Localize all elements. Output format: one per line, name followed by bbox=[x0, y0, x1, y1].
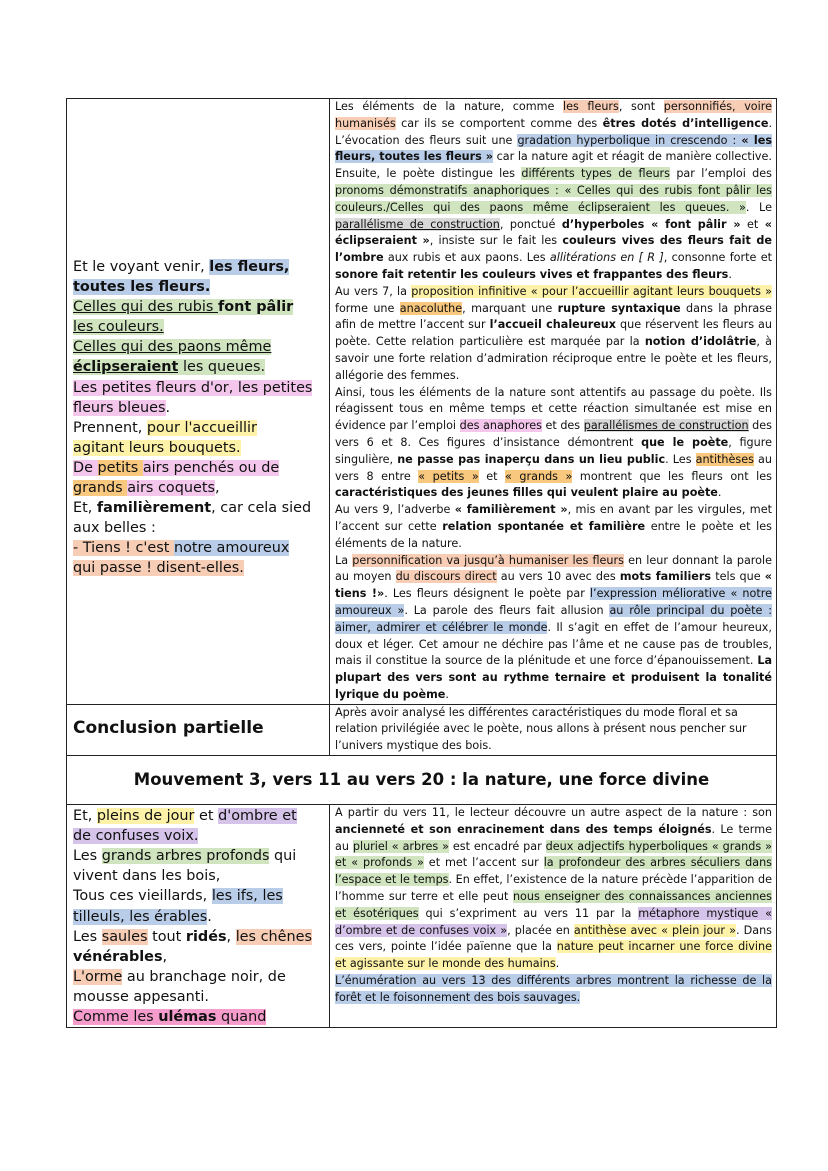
text-run: , marquant une bbox=[462, 301, 558, 315]
verse-line bbox=[73, 927, 325, 947]
text-run: . L’évocation des fleurs suit une bbox=[335, 116, 772, 147]
verse-line bbox=[73, 947, 325, 967]
verse-line bbox=[73, 498, 325, 518]
highlighted-text: Celles qui des rubis bbox=[73, 299, 218, 316]
text-run: forme une bbox=[335, 301, 400, 315]
analysis-text bbox=[335, 805, 772, 1007]
verse-line bbox=[73, 558, 325, 578]
text-run: allitérations en [ R ] bbox=[549, 251, 664, 265]
text-run: qui s’expriment au vers 11 par la bbox=[418, 906, 639, 920]
poem-cell bbox=[67, 805, 330, 1028]
text-run: que réservent les fleurs au poète. Cette relation particulière est marquée par la bbox=[335, 318, 773, 349]
verse-line bbox=[73, 907, 325, 927]
highlighted-text: nature peut incarner une force divine et agissante sur le monde des humains bbox=[335, 940, 772, 971]
highlighted-text: saules bbox=[101, 928, 148, 945]
analysis-paragraph bbox=[335, 502, 772, 552]
verse-line bbox=[73, 886, 325, 906]
verse-line bbox=[73, 1007, 325, 1027]
highlighted-text: airs penchés ou de bbox=[142, 459, 280, 476]
verse-line bbox=[73, 297, 325, 317]
text-run: Au vers 7, la bbox=[335, 284, 412, 298]
text-run: vivent dans les bois, bbox=[73, 868, 221, 885]
highlighted-text: les ifs, les bbox=[211, 888, 283, 905]
verse-line bbox=[73, 438, 325, 458]
verse-line bbox=[73, 257, 325, 277]
text-run: Les bbox=[73, 848, 102, 865]
verse-line bbox=[73, 967, 325, 987]
text-run: « éclipseraient » bbox=[335, 217, 772, 248]
highlighted-text: agitant leurs bouquets. bbox=[73, 439, 241, 456]
poem-excerpt bbox=[73, 805, 325, 1027]
verse-line bbox=[73, 277, 325, 297]
movement-heading: Mouvement 3, vers 11 au vers 20 : la nature, une force divine bbox=[67, 756, 777, 805]
text-run: Au vers 9, l’adverbe bbox=[335, 503, 455, 517]
analysis-cell bbox=[330, 805, 777, 1028]
highlighted-text: De bbox=[73, 459, 98, 476]
text-run: . bbox=[207, 908, 212, 925]
highlighted-text: toutes les fleurs. bbox=[73, 279, 211, 296]
highlighted-text: gradation hyperbolique in crescendo : bbox=[517, 133, 742, 147]
highlighted-text: pour l'accueillir bbox=[146, 419, 257, 436]
text-run: car la nature agit et réagit de manière collective. Ensuite, le poète distingue les bbox=[335, 150, 772, 181]
highlighted-text: parallélisme de construction bbox=[335, 217, 500, 231]
text-run: . bbox=[165, 399, 171, 416]
text-run: caractéristiques des jeunes filles qui veulent plaire au poète bbox=[335, 486, 718, 500]
highlighted-text: des anaphores bbox=[459, 419, 542, 433]
highlighted-text: L'orme bbox=[73, 968, 123, 985]
verse-line bbox=[73, 478, 325, 498]
text-run: , placée en bbox=[507, 923, 574, 937]
analysis-cell bbox=[330, 99, 777, 705]
text-run: Les éléments de la nature, comme bbox=[335, 100, 564, 113]
highlighted-text: antithèses bbox=[695, 452, 754, 466]
text-run: en leur donnant la parole au moyen bbox=[335, 553, 772, 584]
highlighted-text: métaphore mystique « d’ombre et de confuses voix » bbox=[335, 906, 772, 937]
highlighted-text: au rôle principal du poète : aimer, admirer et célébrer le monde bbox=[335, 603, 772, 634]
table-row bbox=[67, 805, 777, 1028]
text-run: , figure singulière, bbox=[335, 435, 772, 466]
verse-line bbox=[73, 518, 325, 538]
text-run: Ainsi, tous les éléments de la nature sont attentifs au passage du poète. Ils réagissent tous en même temps et cette réaction simultanée est mise en évidence par l’emploi bbox=[335, 385, 772, 433]
text-run: Prennent, bbox=[73, 419, 147, 436]
highlighted-text: du discours direct bbox=[395, 570, 497, 584]
text-run: aux belles : bbox=[73, 520, 156, 537]
text-run: et bbox=[740, 217, 765, 231]
text-run: entre le poète et les éléments de la nature. bbox=[335, 519, 772, 550]
text-run: ridés bbox=[185, 928, 227, 945]
text-run: . bbox=[728, 267, 732, 281]
highlighted-text: Celles qui des paons même bbox=[73, 339, 272, 356]
text-run: . La parole des fleurs fait allusion bbox=[404, 603, 610, 617]
highlighted-text: de confuses voix. bbox=[73, 828, 199, 845]
highlighted-text: d'ombre et bbox=[218, 808, 297, 825]
table-row bbox=[67, 756, 777, 805]
text-run: . Les bbox=[665, 452, 696, 466]
text-run: mousse appesanti. bbox=[73, 988, 209, 1005]
highlighted-text: anacoluthe bbox=[399, 301, 463, 315]
verse-line bbox=[73, 987, 325, 1007]
text-run: . Le terme au bbox=[335, 822, 772, 853]
highlighted-text: les couleurs. bbox=[73, 319, 164, 336]
highlighted-text: les fleurs, bbox=[209, 259, 290, 275]
highlighted-text: les chênes bbox=[235, 928, 312, 945]
text-run: A partir du vers 11, le lecteur découvre un autre aspect de la nature : son bbox=[335, 806, 772, 820]
text-run: , bbox=[214, 480, 220, 497]
highlighted-text: antithèse avec « plein jour » bbox=[573, 923, 736, 937]
highlighted-text: font pâlir bbox=[217, 299, 294, 316]
highlighted-text: ulémas bbox=[158, 1009, 217, 1026]
text-run: relation spontanée et familière bbox=[442, 519, 646, 533]
text-run: tels que bbox=[711, 570, 765, 584]
conclusion-label-cell bbox=[67, 704, 330, 755]
highlighted-text: l’expression méliorative « notre amoureux » bbox=[335, 587, 772, 617]
text-run: l’accueil chaleureux bbox=[489, 318, 616, 332]
text-run: et bbox=[478, 469, 506, 483]
text-run: , car cela sied bbox=[211, 500, 312, 517]
highlighted-text: quand bbox=[216, 1009, 267, 1026]
verse-line bbox=[73, 846, 325, 866]
text-run: Et le voyant venir, bbox=[73, 259, 210, 275]
highlighted-text: proposition infinitive « pour l’accueillir agitant leurs bouquets » bbox=[411, 284, 772, 298]
text-run: couleurs vives des fleurs fait de l’ombre bbox=[335, 234, 772, 265]
highlighted-text: - Tiens ! c'est bbox=[73, 540, 174, 557]
text-run: rupture syntaxique bbox=[557, 301, 681, 315]
text-run: . bbox=[555, 957, 560, 971]
verse-line bbox=[73, 538, 325, 558]
highlighted-text: personnifiés, voire humanisés bbox=[335, 100, 772, 130]
highlighted-text: tilleuls, les érables bbox=[73, 908, 208, 925]
analysis-table bbox=[66, 98, 777, 1028]
text-run: , sont bbox=[618, 100, 664, 113]
text-run: , à savoir une forte relation d’admiration réciproque entre le poète et les fleurs, allégorie des femmes. bbox=[335, 335, 773, 382]
highlighted-text: petits bbox=[97, 459, 143, 476]
text-run: notion d’idolâtrie bbox=[644, 335, 757, 349]
highlighted-text: parallélismes de construction bbox=[583, 419, 749, 433]
highlighted-text: pluriel « arbres » bbox=[352, 839, 449, 853]
analysis-paragraph bbox=[335, 805, 772, 973]
conclusion-label: Conclusion partielle bbox=[73, 717, 264, 738]
table-row bbox=[67, 99, 777, 705]
highlighted-text: différents types de fleurs bbox=[521, 167, 670, 181]
text-run: montrent que les fleurs ont les bbox=[572, 469, 772, 483]
text-run: . Le bbox=[745, 200, 772, 214]
highlighted-text: nous enseigner des connaissances anciennes et ésotériques bbox=[335, 890, 772, 920]
highlighted-text: « petits » bbox=[418, 469, 479, 483]
highlighted-text: les queues. bbox=[178, 359, 266, 376]
text-run: , bbox=[226, 928, 236, 945]
highlighted-text: « les fleurs, toutes les fleurs » bbox=[335, 133, 772, 164]
text-run: mots familiers bbox=[619, 570, 712, 584]
text-run: car ils se comportent comme des bbox=[395, 116, 603, 130]
table-row bbox=[67, 704, 777, 755]
text-run: Les bbox=[73, 928, 102, 945]
text-run: sonore fait retentir les couleurs vives et frappantes des fleurs bbox=[335, 267, 729, 281]
text-run: La bbox=[335, 553, 353, 567]
highlighted-text: deux adjectifs hyperboliques « grands » et « profonds » bbox=[335, 839, 772, 870]
highlighted-text: fleurs bleues bbox=[73, 399, 166, 416]
highlighted-text: personnification va jusqu’à humaniser les fleurs bbox=[352, 553, 624, 567]
text-run: au vers 10 avec des bbox=[496, 570, 620, 584]
text-run: qui bbox=[269, 848, 297, 865]
conclusion-text: Après avoir analysé les différentes caractéristiques du mode floral et sa relation privilégiée avec le poète, nous allons à présent nous pencher sur l’univers mystique des bois. bbox=[335, 705, 747, 753]
text-run: Tous ces vieillards, bbox=[73, 888, 212, 905]
highlighted-text: L’énumération au vers 13 des différents arbres montrent la richesse de la forêt et le foisonnement des bois sauvages. bbox=[335, 974, 772, 1004]
poem-cell bbox=[67, 99, 330, 705]
analysis-text bbox=[335, 99, 772, 704]
highlighted-text: pleins de jour bbox=[96, 808, 195, 825]
highlighted-text: la profondeur des arbres séculiers dans l’espace et le temps bbox=[335, 856, 772, 887]
poem-excerpt bbox=[73, 99, 325, 579]
text-run: des vers 6 et 8. Ces figures d’insistance démontrent bbox=[335, 419, 772, 449]
verse-line bbox=[73, 826, 325, 846]
text-run: par l’emploi des bbox=[669, 167, 772, 181]
text-run: aux rubis et aux paons. Les bbox=[383, 251, 550, 265]
text-run: et bbox=[194, 808, 219, 825]
verse-line bbox=[73, 866, 325, 886]
text-run: « tiens !» bbox=[335, 570, 773, 601]
text-run: . Dans ces vers, pointe l’idée païenne que la bbox=[335, 923, 772, 954]
text-run: . En effet, l’existence de la nature précède l’apparition de l’homme sur terre et elle peut bbox=[335, 873, 772, 904]
text-run: . bbox=[445, 687, 449, 701]
text-run: « familièrement » bbox=[454, 503, 568, 517]
verse-line bbox=[73, 806, 325, 826]
text-run: . Il s’agit en effet de l’amour heureux, doux et léger. Cet amour ne déchire pas l’âme et ne cause pas de troubles, mais il constitue la source de la plénitude et une force d’épanouissement. bbox=[335, 620, 772, 668]
text-run: , insiste sur le fait les bbox=[429, 234, 563, 248]
verse-line bbox=[73, 317, 325, 337]
text-run: ancienneté et son enracinement dans des temps éloignés bbox=[335, 822, 712, 836]
highlighted-text: airs coquets bbox=[127, 480, 215, 497]
verse-line bbox=[73, 398, 325, 418]
text-run: êtres dotés d’intelligence bbox=[602, 116, 769, 130]
text-run: . bbox=[717, 486, 722, 500]
conclusion-cell bbox=[330, 704, 777, 755]
text-run: au branchage noir, de bbox=[122, 968, 286, 985]
text-run: au vers 8 entre bbox=[335, 452, 772, 483]
text-run: , consonne forte et bbox=[663, 251, 772, 265]
text-run: , mis en avant par les virgules, met l’accent sur cette bbox=[335, 503, 772, 533]
highlighted-text: notre amoureux bbox=[173, 540, 290, 557]
analysis-paragraph bbox=[335, 553, 772, 704]
text-run: La plupart des vers sont au rythme ternaire et produisent la tonalité lyrique du poème bbox=[335, 654, 772, 701]
highlighted-text: pronoms démonstratifs anaphoriques : « Celles qui des rubis font pâlir les couleurs./Celles qui des paons même éclipseraient les queues. » bbox=[335, 183, 772, 214]
verse-line bbox=[73, 378, 325, 398]
verse-line bbox=[73, 458, 325, 478]
highlighted-text: grands bbox=[73, 480, 128, 497]
text-run: tout bbox=[147, 928, 186, 945]
text-run: est encadré par bbox=[448, 839, 546, 853]
text-run: Et, bbox=[73, 500, 97, 517]
text-run: . Les fleurs désignent le poète par bbox=[384, 587, 590, 601]
text-run: , bbox=[162, 948, 168, 965]
text-run: vénérables bbox=[73, 948, 163, 965]
document-page bbox=[66, 98, 773, 1028]
verse-line bbox=[73, 337, 325, 357]
highlighted-text: « grands » bbox=[505, 469, 573, 483]
analysis-paragraph bbox=[335, 385, 772, 503]
analysis-paragraph bbox=[335, 973, 772, 1007]
text-run: ne passe pas inaperçu dans un lieu public bbox=[397, 452, 666, 466]
text-run: dans la phrase afin de mettre l’accent sur bbox=[335, 301, 772, 332]
text-run: et des bbox=[541, 419, 584, 433]
text-run: d’hyperboles « font pâlir » bbox=[561, 217, 741, 231]
highlighted-text: les fleurs bbox=[563, 100, 619, 113]
text-run: , ponctué bbox=[499, 217, 562, 231]
verse-line bbox=[73, 418, 325, 438]
text-run: Et, bbox=[73, 808, 97, 825]
highlighted-text: grands arbres profonds bbox=[101, 848, 270, 865]
text-run: et met l’accent sur bbox=[423, 856, 544, 870]
highlighted-text: éclipseraient bbox=[73, 359, 179, 376]
text-run: que le poète bbox=[641, 435, 729, 449]
highlighted-text: qui passe ! disent-elles. bbox=[73, 560, 244, 577]
highlighted-text: Comme les bbox=[73, 1009, 159, 1026]
verse-line bbox=[73, 357, 325, 377]
highlighted-text: Les petites fleurs d'or, les petites bbox=[73, 379, 313, 396]
analysis-paragraph bbox=[335, 99, 772, 284]
analysis-paragraph bbox=[335, 284, 772, 385]
text-run: familièrement bbox=[96, 500, 212, 517]
